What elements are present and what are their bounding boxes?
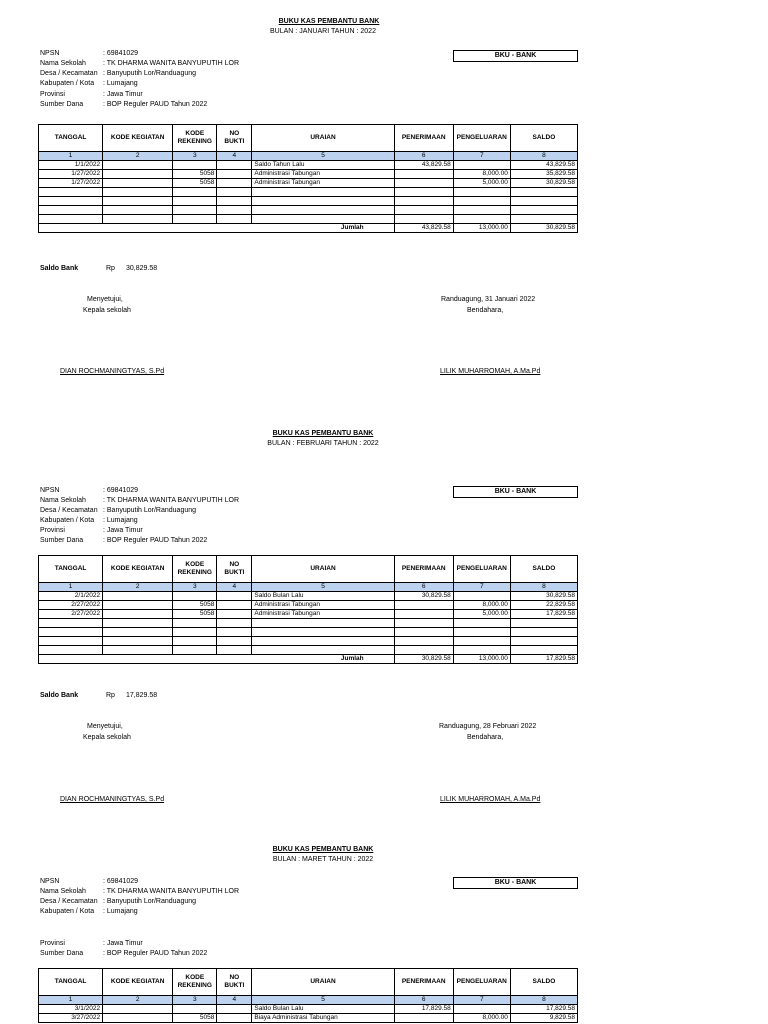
- jumlah-pengeluaran: 13,000.00: [453, 224, 510, 233]
- empty-row: [39, 188, 578, 197]
- header-kode-rekening: KODE REKENING: [173, 969, 217, 996]
- table-row: [39, 170, 578, 179]
- col-number: 2: [103, 583, 173, 592]
- table-row: [39, 1014, 578, 1023]
- table-header-row: [39, 556, 578, 583]
- cell-kode-rekening: 5058: [173, 179, 217, 188]
- nama-sekolah-value: : TK DHARMA WANITA BANYUPUTIH LOR: [103, 497, 240, 504]
- desa-value: : Banyuputih Lor/Randuagung: [103, 898, 197, 905]
- section-title: BUKU KAS PEMBANTU BANK: [272, 846, 374, 853]
- cell-pengeluaran: 8,000.00: [453, 170, 510, 179]
- header-uraian: URAIAN: [252, 969, 394, 996]
- cell-kode-kegiatan: [103, 610, 173, 619]
- provinsi-value: : Jawa Timur: [103, 940, 143, 947]
- section-subtitle: BULAN : MARET TAHUN : 2022: [272, 856, 374, 863]
- sumber-dana-label: Sumber Dana: [40, 537, 84, 544]
- col-number: 4: [217, 583, 252, 592]
- cell-penerimaan: [394, 610, 453, 619]
- cell-no-bukti: [217, 1005, 252, 1014]
- cell-kode-rekening: 5058: [173, 601, 217, 610]
- kabupaten-value: : Lumajang: [103, 517, 138, 524]
- menyetujui-label: Menyetujui,: [87, 296, 123, 303]
- desa-value: : Banyuputih Lor/Randuagung: [103, 507, 197, 514]
- cell-saldo: 22,829.58: [510, 601, 577, 610]
- kabupaten-value: : Lumajang: [103, 908, 138, 915]
- saldo-bank-value: 30,829.58: [126, 265, 158, 272]
- header-pengeluaran: PENGELUARAN: [453, 969, 510, 996]
- cell-uraian: Administrasi Tabungan: [252, 179, 394, 188]
- cell-uraian: Saldo Bulan Lalu: [252, 592, 394, 601]
- col-number: 7: [453, 996, 510, 1005]
- provinsi-label: Provinsi: [40, 940, 65, 947]
- header-saldo: SALDO: [510, 556, 577, 583]
- header-kode-kegiatan: KODE KEGIATAN: [103, 556, 173, 583]
- header-no-bukti: NO BUKTI: [217, 969, 252, 996]
- cell-uraian: Saldo Bulan Lalu: [252, 1005, 394, 1014]
- col-number: 6: [394, 152, 453, 161]
- cell-kode-kegiatan: [103, 601, 173, 610]
- cell-uraian: Administrasi Tabungan: [252, 170, 394, 179]
- nama-sekolah-label: Nama Sekolah: [40, 497, 86, 504]
- header-penerimaan: PENERIMAAN: [394, 969, 453, 996]
- cell-penerimaan: [394, 601, 453, 610]
- jumlah-pengeluaran: 13,000.00: [453, 655, 510, 664]
- cell-no-bukti: [217, 592, 252, 601]
- table-row: [39, 179, 578, 188]
- header-tanggal: TANGGAL: [39, 556, 103, 583]
- header-no-bukti: NO BUKTI: [217, 125, 252, 152]
- cell-no-bukti: [217, 161, 252, 170]
- npsn-value: : 69841029: [103, 878, 139, 885]
- col-number: 2: [103, 996, 173, 1005]
- cell-no-bukti: [217, 610, 252, 619]
- cell-penerimaan: [394, 1014, 453, 1023]
- cell-no-bukti: [217, 601, 252, 610]
- table-row: [39, 1005, 578, 1014]
- desa-label: Desa / Kecamatan: [40, 70, 98, 77]
- jumlah-saldo: 17,829.58: [510, 655, 577, 664]
- cell-no-bukti: [217, 1014, 252, 1023]
- cell-uraian: Administrasi Tabungan: [252, 610, 394, 619]
- ledger-table: [38, 555, 578, 664]
- header-tanggal: TANGGAL: [39, 125, 103, 152]
- jumlah-row: [39, 224, 578, 233]
- cell-kode-kegiatan: [103, 170, 173, 179]
- npsn-value: : 69841029: [103, 487, 139, 494]
- empty-row: [39, 197, 578, 206]
- col-number: 6: [394, 583, 453, 592]
- col-number: 8: [510, 583, 577, 592]
- saldo-bank-value: 17,829.58: [126, 692, 158, 699]
- col-number: 5: [252, 152, 394, 161]
- cell-saldo: 17,829.58: [510, 610, 577, 619]
- kepala-sekolah-label: Kepala sekolah: [83, 734, 131, 741]
- header-tanggal: TANGGAL: [39, 969, 103, 996]
- cell-uraian: Administrasi Tabungan: [252, 601, 394, 610]
- cell-pengeluaran: 8,000.00: [453, 601, 510, 610]
- provinsi-value: : Jawa Timur: [103, 91, 143, 98]
- empty-row: [39, 637, 578, 646]
- header-pengeluaran: PENGELUARAN: [453, 556, 510, 583]
- jumlah-label: Jumlah: [39, 655, 395, 664]
- table-row: [39, 601, 578, 610]
- cell-pengeluaran: 8,000.00: [453, 1014, 510, 1023]
- nama-sekolah-label: Nama Sekolah: [40, 60, 86, 67]
- cell-tanggal: 2/1/2022: [39, 592, 103, 601]
- section-title: BUKU KAS PEMBANTU BANK: [278, 18, 380, 25]
- kabupaten-value: : Lumajang: [103, 80, 138, 87]
- kepala-signature-name: DIAN ROCHMANINGTYAS, S.Pd: [60, 796, 165, 803]
- sumber-dana-value: : BOP Reguler PAUD Tahun 2022: [103, 101, 208, 108]
- col-number: 8: [510, 996, 577, 1005]
- npsn-label: NPSN: [40, 878, 60, 885]
- header-pengeluaran: PENGELUARAN: [453, 125, 510, 152]
- header-kode-rekening: KODE REKENING: [173, 556, 217, 583]
- kepala-signature-name: DIAN ROCHMANINGTYAS, S.Pd: [60, 368, 165, 375]
- cell-tanggal: 1/1/2022: [39, 161, 103, 170]
- bendahara-signature-name: LILIK MUHARROMAH, A.Ma.Pd: [440, 796, 541, 803]
- header-saldo: SALDO: [510, 125, 577, 152]
- cell-saldo: 30,829.58: [510, 592, 577, 601]
- npsn-label: NPSN: [40, 50, 60, 57]
- cell-penerimaan: [394, 170, 453, 179]
- col-number: 6: [394, 996, 453, 1005]
- cell-kode-kegiatan: [103, 161, 173, 170]
- bku-badge: BKU - BANK: [453, 877, 578, 889]
- nama-sekolah-value: : TK DHARMA WANITA BANYUPUTIH LOR: [103, 60, 240, 67]
- desa-label: Desa / Kecamatan: [40, 898, 98, 905]
- cell-saldo: 17,829.58: [510, 1005, 577, 1014]
- provinsi-label: Provinsi: [40, 91, 65, 98]
- jumlah-label: Jumlah: [39, 224, 395, 233]
- col-number: 3: [173, 996, 217, 1005]
- cell-pengeluaran: 5,000.00: [453, 179, 510, 188]
- jumlah-penerimaan: 30,829.58: [394, 655, 453, 664]
- col-number: 2: [103, 152, 173, 161]
- nama-sekolah-label: Nama Sekolah: [40, 888, 86, 895]
- provinsi-label: Provinsi: [40, 527, 65, 534]
- col-number: 5: [252, 583, 394, 592]
- header-kode-rekening: KODE REKENING: [173, 125, 217, 152]
- cell-tanggal: 1/27/2022: [39, 179, 103, 188]
- bku-badge: BKU - BANK: [453, 486, 578, 498]
- cell-pengeluaran: [453, 1005, 510, 1014]
- cell-penerimaan: 30,829.58: [394, 592, 453, 601]
- cell-kode-rekening: [173, 161, 217, 170]
- cell-kode-kegiatan: [103, 1005, 173, 1014]
- saldo-bank-label: Saldo Bank: [40, 692, 79, 699]
- section-subtitle: BULAN : FEBRUARI TAHUN : 2022: [267, 440, 379, 447]
- cell-uraian: Biaya Administrasi Tabungan: [252, 1014, 394, 1023]
- bendahara-label: Bendahara,: [467, 734, 504, 741]
- desa-label: Desa / Kecamatan: [40, 507, 98, 514]
- table-header-row: [39, 125, 578, 152]
- col-number: 7: [453, 152, 510, 161]
- npsn-label: NPSN: [40, 487, 60, 494]
- empty-row: [39, 646, 578, 655]
- jumlah-row: [39, 655, 578, 664]
- npsn-value: : 69841029: [103, 50, 139, 57]
- menyetujui-label: Menyetujui,: [87, 723, 123, 730]
- header-kode-kegiatan: KODE KEGIATAN: [103, 969, 173, 996]
- header-kode-kegiatan: KODE KEGIATAN: [103, 125, 173, 152]
- cell-pengeluaran: [453, 592, 510, 601]
- header-no-bukti: NO BUKTI: [217, 556, 252, 583]
- col-number: 7: [453, 583, 510, 592]
- table-header-row: [39, 969, 578, 996]
- cell-penerimaan: [394, 179, 453, 188]
- desa-value: : Banyuputih Lor/Randuagung: [103, 70, 197, 77]
- col-number: 8: [510, 152, 577, 161]
- kabupaten-label: Kabupaten / Kota: [40, 908, 95, 915]
- col-number: 4: [217, 152, 252, 161]
- bku-badge: BKU - BANK: [453, 50, 578, 62]
- rp-label: Rp: [106, 692, 115, 699]
- jumlah-saldo: 30,829.58: [510, 224, 577, 233]
- table-row: [39, 592, 578, 601]
- kabupaten-label: Kabupaten / Kota: [40, 517, 95, 524]
- cell-kode-kegiatan: [103, 1014, 173, 1023]
- header-saldo: SALDO: [510, 969, 577, 996]
- cell-kode-rekening: [173, 1005, 217, 1014]
- rp-label: Rp: [106, 265, 115, 272]
- col-number: 3: [173, 152, 217, 161]
- cell-tanggal: 2/27/2022: [39, 601, 103, 610]
- cell-tanggal: 3/27/2022: [39, 1014, 103, 1023]
- place-date: Randuagung, 31 Januari 2022: [441, 296, 536, 303]
- cell-saldo: 9,829.58: [510, 1014, 577, 1023]
- kepala-sekolah-label: Kepala sekolah: [83, 307, 131, 314]
- kabupaten-label: Kabupaten / Kota: [40, 80, 95, 87]
- cell-saldo: 35,829.58: [510, 170, 577, 179]
- col-number: 3: [173, 583, 217, 592]
- sumber-dana-value: : BOP Reguler PAUD Tahun 2022: [103, 537, 208, 544]
- header-penerimaan: PENERIMAAN: [394, 125, 453, 152]
- cell-penerimaan: 17,829.58: [394, 1005, 453, 1014]
- provinsi-value: : Jawa Timur: [103, 527, 143, 534]
- empty-row: [39, 628, 578, 637]
- col-number: 1: [39, 152, 103, 161]
- cell-kode-rekening: [173, 592, 217, 601]
- header-uraian: URAIAN: [252, 556, 394, 583]
- col-number: 5: [252, 996, 394, 1005]
- cell-pengeluaran: [453, 161, 510, 170]
- cell-no-bukti: [217, 170, 252, 179]
- nama-sekolah-value: : TK DHARMA WANITA BANYUPUTIH LOR: [103, 888, 240, 895]
- col-number: 1: [39, 583, 103, 592]
- empty-row: [39, 215, 578, 224]
- jumlah-penerimaan: 43,829.58: [394, 224, 453, 233]
- cell-tanggal: 2/27/2022: [39, 610, 103, 619]
- empty-row: [39, 206, 578, 215]
- cell-kode-rekening: 5058: [173, 1014, 217, 1023]
- section-subtitle: BULAN : JANUARI TAHUN : 2022: [270, 28, 376, 35]
- empty-row: [39, 619, 578, 628]
- cell-tanggal: 3/1/2022: [39, 1005, 103, 1014]
- col-number: 1: [39, 996, 103, 1005]
- cell-no-bukti: [217, 179, 252, 188]
- col-number: 4: [217, 996, 252, 1005]
- cell-penerimaan: 43,829.58: [394, 161, 453, 170]
- cell-kode-rekening: 5058: [173, 610, 217, 619]
- column-number-row: [39, 996, 578, 1005]
- cell-saldo: 43,829.58: [510, 161, 577, 170]
- sumber-dana-value: : BOP Reguler PAUD Tahun 2022: [103, 950, 208, 957]
- table-row: [39, 161, 578, 170]
- saldo-bank-label: Saldo Bank: [40, 265, 79, 272]
- sumber-dana-label: Sumber Dana: [40, 950, 84, 957]
- cell-kode-kegiatan: [103, 179, 173, 188]
- table-row: [39, 610, 578, 619]
- cell-saldo: 30,829.58: [510, 179, 577, 188]
- cell-tanggal: 1/27/2022: [39, 170, 103, 179]
- cell-kode-rekening: 5058: [173, 170, 217, 179]
- sumber-dana-label: Sumber Dana: [40, 101, 84, 108]
- section-title: BUKU KAS PEMBANTU BANK: [272, 430, 374, 437]
- bendahara-label: Bendahara,: [467, 307, 504, 314]
- cell-pengeluaran: 5,000.00: [453, 610, 510, 619]
- bendahara-signature-name: LILIK MUHARROMAH, A.Ma.Pd: [440, 368, 541, 375]
- header-penerimaan: PENERIMAAN: [394, 556, 453, 583]
- ledger-table: [38, 968, 578, 1023]
- column-number-row: [39, 152, 578, 161]
- cell-uraian: Saldo Tahun Lalu: [252, 161, 394, 170]
- column-number-row: [39, 583, 578, 592]
- cell-kode-kegiatan: [103, 592, 173, 601]
- header-uraian: URAIAN: [252, 125, 394, 152]
- ledger-table: [38, 124, 578, 233]
- place-date: Randuagung, 28 Februari 2022: [439, 723, 537, 730]
